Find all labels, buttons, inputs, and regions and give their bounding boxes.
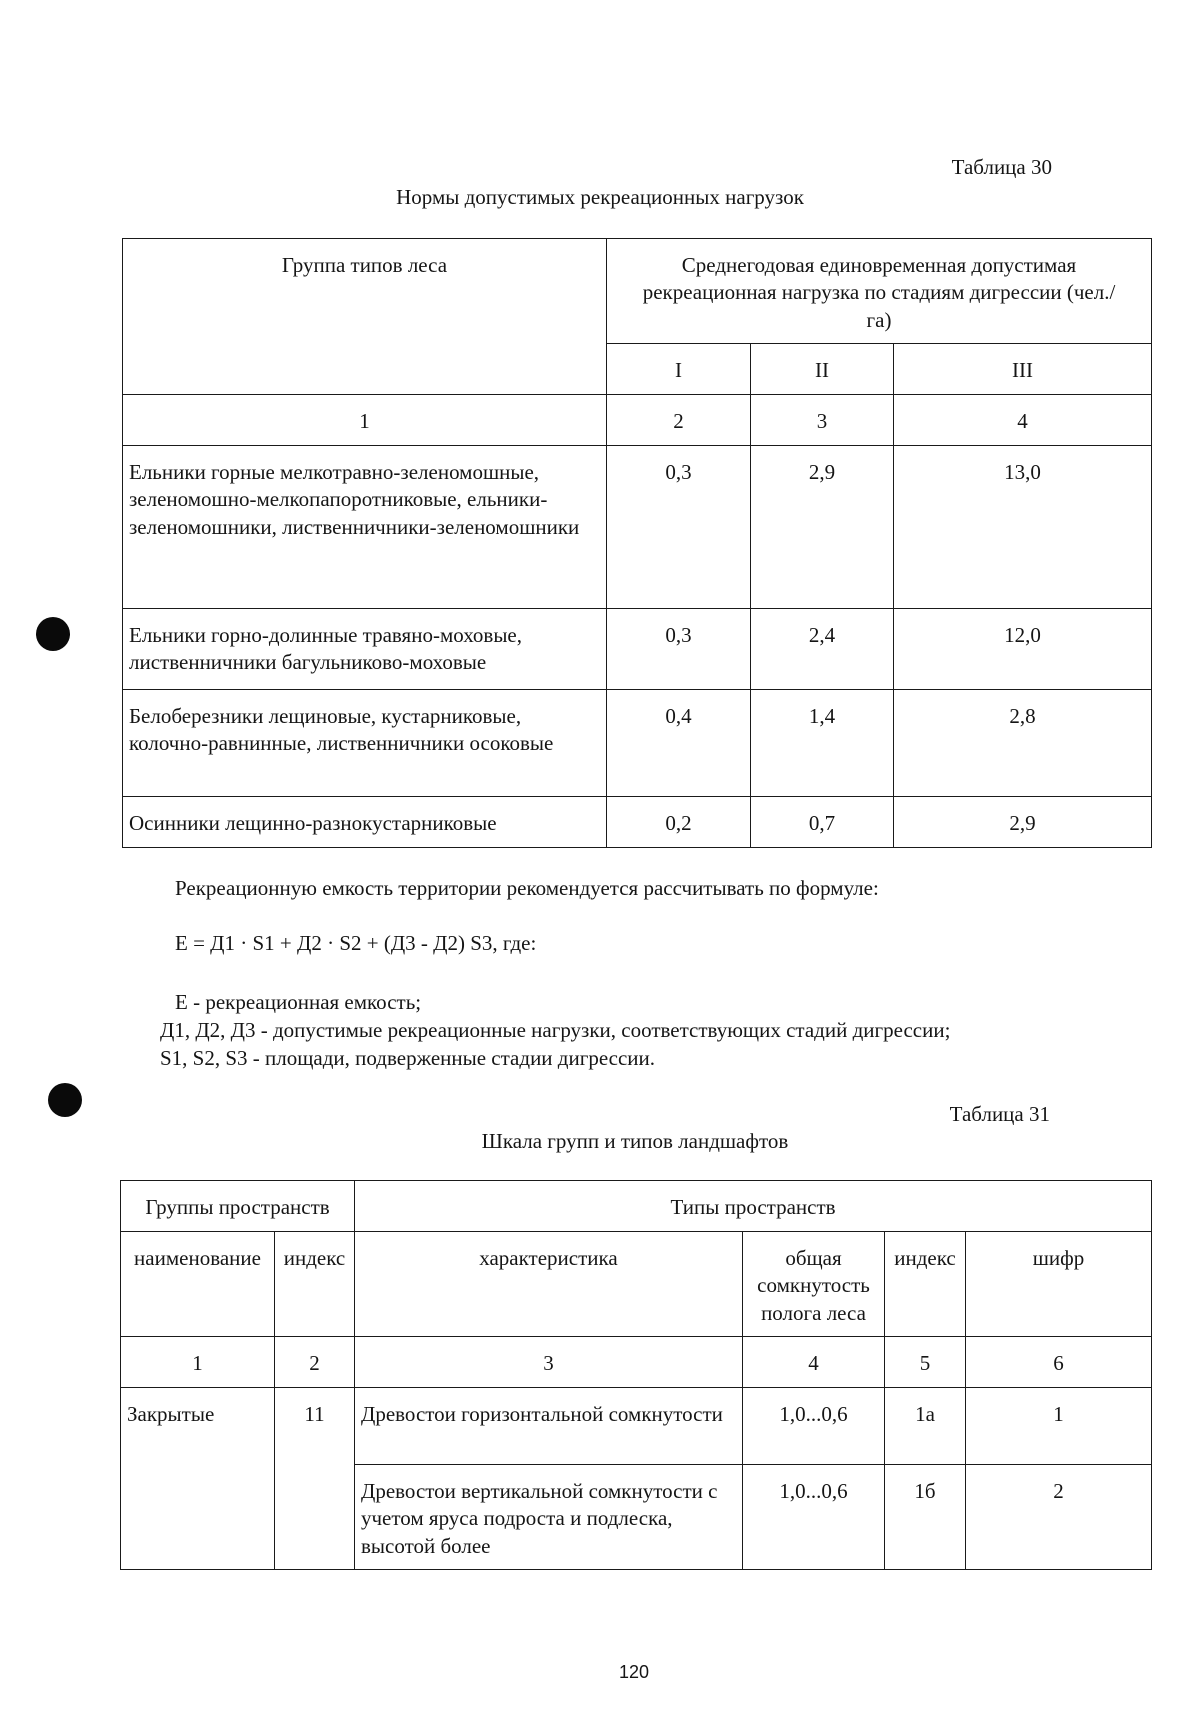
column-number: 1: [123, 395, 607, 446]
table-row: [123, 609, 1152, 690]
group-name-cell: Закрытые: [121, 1388, 275, 1570]
characteristic-cell: Древостои горизонтальной сомкнутости: [355, 1388, 743, 1465]
header-space-types: Типы пространств: [355, 1181, 1152, 1232]
load-value: 0,2: [607, 797, 751, 848]
characteristic-cell: Древостои вертикальной сомкнутости с учетом яруса подроста и подлеска, высотой более: [355, 1465, 743, 1570]
header-forest-group: Группа типов леса: [123, 239, 607, 395]
header-space-groups: Группы пространств: [121, 1181, 355, 1232]
load-value: 1,4: [751, 690, 894, 797]
column-number: 2: [607, 395, 751, 446]
header-stage: II: [751, 344, 894, 395]
load-value: 12,0: [894, 609, 1152, 690]
header-recreational-load: Среднегодовая единовременная допустимая рекреационная нагрузка по стадиям дигрессии (чел./га): [607, 239, 1152, 344]
header-characteristic: характеристика: [355, 1232, 743, 1337]
load-value: 2,9: [894, 797, 1152, 848]
table-30-title: Нормы допустимых рекреационных нагрузок: [396, 185, 804, 209]
column-number: 3: [355, 1337, 743, 1388]
formula-intro: Рекреационную емкость территории рекомендуется рассчитывать по формуле:: [175, 876, 879, 900]
column-number: 1: [121, 1337, 275, 1388]
type-index-cell: 1б: [885, 1465, 966, 1570]
table-row: [123, 797, 1152, 848]
header-index: индекс: [275, 1232, 355, 1337]
closure-cell: 1,0...0,6: [743, 1388, 885, 1465]
column-number: 2: [275, 1337, 355, 1388]
forest-group-cell: Ельники горные мелкотравно-зеленомошные, зеленомошно-мелкопапоротниковые, ельники-зеленомошники, лиственничники-зеленомошники: [123, 446, 607, 609]
code-cell: 1: [966, 1388, 1152, 1465]
header-stage: III: [894, 344, 1152, 395]
definition-d: Д1, Д2, Д3 - допустимые рекреационные нагрузки, соответствующих стадий дигрессии;: [160, 1018, 951, 1042]
table-row: [123, 690, 1152, 797]
punch-hole-bottom: [48, 1083, 82, 1117]
punch-hole-top: [36, 617, 70, 651]
column-number: 4: [894, 395, 1152, 446]
column-number: 6: [966, 1337, 1152, 1388]
header-code: шифр: [966, 1232, 1152, 1337]
load-value: 0,3: [607, 609, 751, 690]
column-number: 5: [885, 1337, 966, 1388]
table-30: [122, 238, 1152, 848]
forest-group-cell: Белоберезники лещиновые, кустарниковые, колочно-равнинные, лиственничники осоковые: [123, 690, 607, 797]
table-31: [120, 1180, 1152, 1570]
type-index-cell: 1а: [885, 1388, 966, 1465]
load-value: 0,4: [607, 690, 751, 797]
load-value: 0,3: [607, 446, 751, 609]
formula: Е = Д1 · S1 + Д2 · S2 + (Д3 - Д2) S3, где:: [175, 931, 537, 955]
forest-group-cell: Ельники горно-долинные травяно-моховые, лиственничники багульниково-моховые: [123, 609, 607, 690]
forest-group-cell: Осинники лещинно-разнокустарниковые: [123, 797, 607, 848]
closure-cell: 1,0...0,6: [743, 1465, 885, 1570]
column-number: 4: [743, 1337, 885, 1388]
page-number: 120: [618, 1662, 650, 1682]
column-number: 3: [751, 395, 894, 446]
table-31-title: Шкала групп и типов ландшафтов: [481, 1129, 789, 1153]
load-value: 2,4: [751, 609, 894, 690]
table-31-label: Таблица 31: [949, 1102, 1050, 1126]
load-value: 0,7: [751, 797, 894, 848]
table-30-label: Таблица 30: [951, 155, 1052, 179]
header-type-index: индекс: [885, 1232, 966, 1337]
definition-e: Е - рекреационная емкость;: [175, 990, 422, 1014]
header-stage: I: [607, 344, 751, 395]
table-row: [121, 1388, 1152, 1465]
header-canopy-closure: общая сомкнутость полога леса: [743, 1232, 885, 1337]
load-value: 2,8: [894, 690, 1152, 797]
definition-s: S1, S2, S3 - площади, подверженные стадии дигрессии.: [160, 1046, 656, 1070]
load-value: 13,0: [894, 446, 1152, 609]
code-cell: 2: [966, 1465, 1152, 1570]
group-index-cell: 11: [275, 1388, 355, 1570]
load-value: 2,9: [751, 446, 894, 609]
table-row: [123, 446, 1152, 609]
header-name: наименование: [121, 1232, 275, 1337]
